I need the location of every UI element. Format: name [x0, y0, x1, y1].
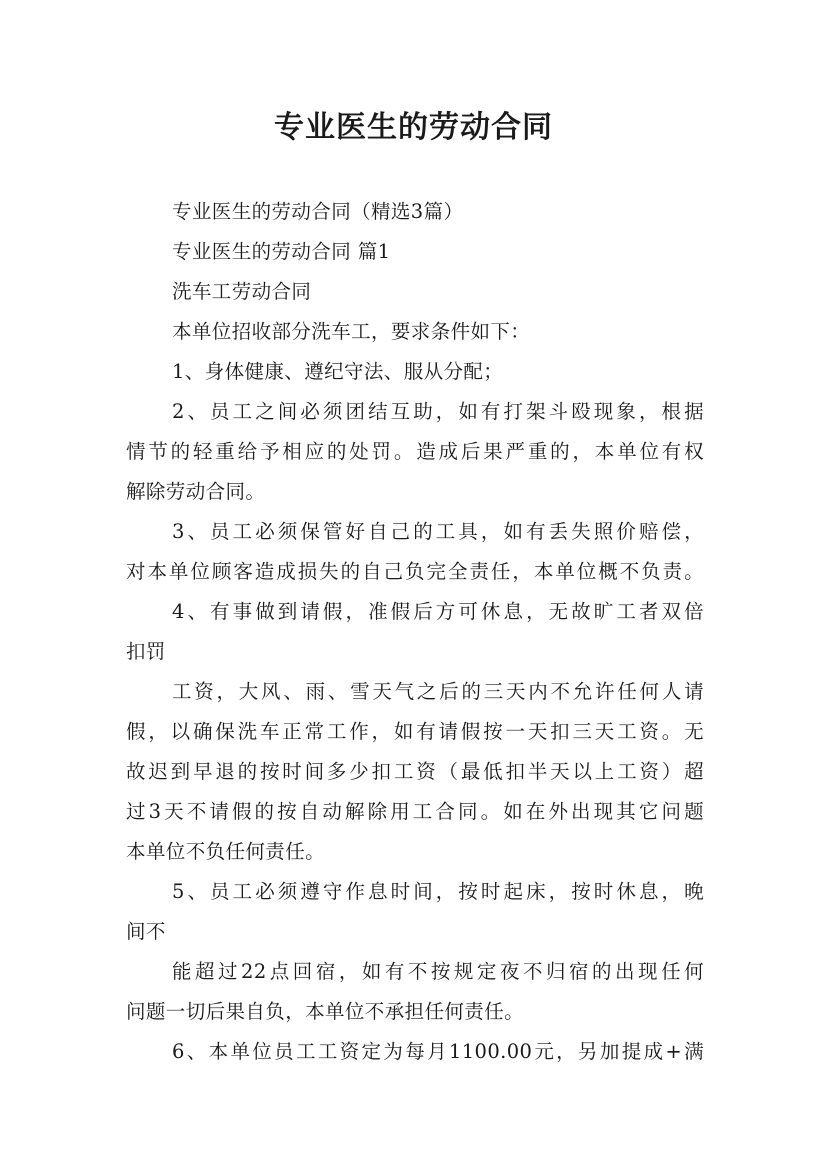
- paragraph-line: 过3天不请假的按自动解除用工合同。如在外出现其它问题: [126, 800, 704, 823]
- paragraph-line: 间不: [126, 920, 166, 943]
- document-body: [126, 192, 704, 1072]
- paragraph-line: 洗车工劳动合同: [172, 280, 312, 303]
- paragraph-line: 本单位招收部分洗车工，要求条件如下：: [172, 320, 531, 343]
- paragraph-line: 本单位不负任何责任。: [126, 840, 326, 863]
- paragraph-line: 4、有事做到请假，准假后方可休息，无故旷工者双倍: [172, 600, 704, 623]
- paragraph-line: 专业医生的劳动合同 篇1: [172, 240, 391, 263]
- paragraph-line: 扣罚: [126, 640, 166, 663]
- paragraph-line: 2、员工之间必须团结互助，如有打架斗殴现象，根据: [172, 400, 704, 423]
- paragraph-line: 假，以确保洗车正常工作，如有请假按一天扣三天工资。无: [126, 720, 704, 743]
- paragraph-line: 工资，大风、雨、雪天气之后的三天内不允许任何人请: [172, 680, 704, 703]
- paragraph-line: 6、本单位员工工资定为每月1100.00元，另加提成+满: [172, 1040, 704, 1063]
- document-title: 专业医生的劳动合同: [274, 110, 553, 145]
- paragraph-line: 对本单位顾客造成损失的自己负完全责任，本单位概不负责。: [126, 560, 704, 583]
- paragraph-line: 解除劳动合同。: [126, 480, 266, 503]
- paragraph-line: 5、员工必须遵守作息时间，按时起床，按时休息，晚: [172, 880, 704, 903]
- paragraph-line: 专业医生的劳动合同（精选3篇）: [172, 200, 464, 223]
- paragraph-line: 3、员工必须保管好自己的工具，如有丢失照价赔偿，: [172, 520, 704, 543]
- paragraph-line: 故迟到早退的按时间多少扣工资（最低扣半天以上工资）超: [126, 760, 704, 783]
- paragraph-line: 问题一切后果自负，本单位不承担任何责任。: [126, 1000, 525, 1023]
- paragraph-line: 情节的轻重给予相应的处罚。造成后果严重的，本单位有权: [126, 440, 704, 463]
- paragraph-line: 1、身体健康、遵纪守法、服从分配；: [172, 360, 504, 383]
- paragraph-line: 能超过22点回宿，如有不按规定夜不归宿的出现任何: [172, 960, 704, 983]
